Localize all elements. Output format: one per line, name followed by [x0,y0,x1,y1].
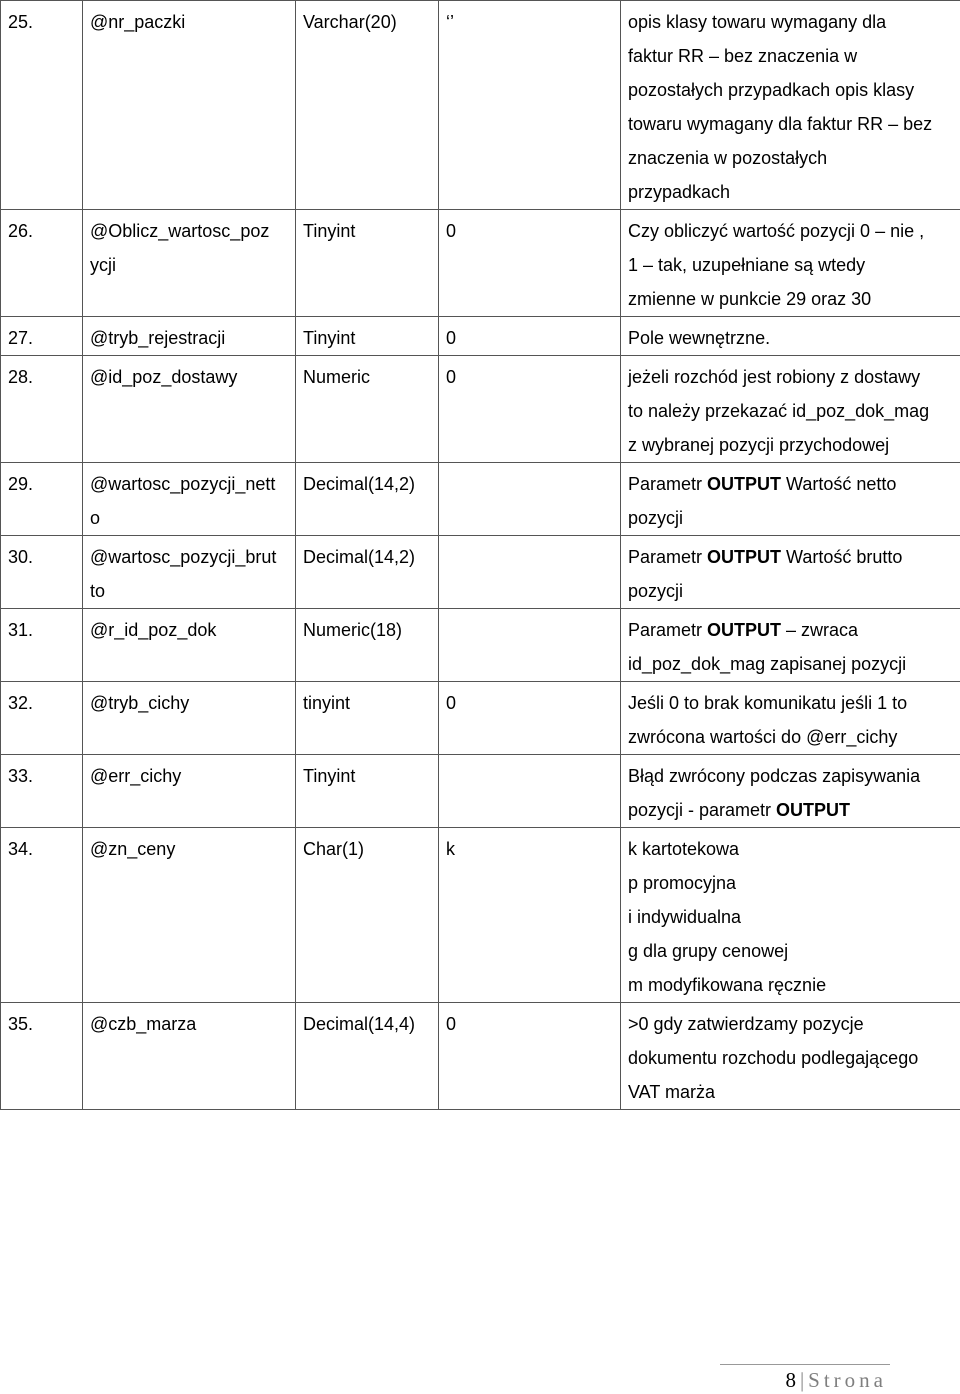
param-name-text: @nr_paczki [90,12,186,32]
description-text: >0 gdy zatwierdzamy pozycje dokumentu rozchodu podlegającego VAT marża [628,1014,919,1102]
table-row [1,828,960,1003]
param-default-text: 0 [446,693,457,713]
table-row [1,682,960,755]
param-name [83,682,296,755]
table-row [1,317,960,356]
param-type-text: Decimal(14,2) [303,474,416,494]
param-name [83,609,296,682]
param-type [296,356,439,463]
param-description [621,463,960,536]
param-type [296,828,439,1003]
param-default-text: 0 [446,221,457,241]
param-default-text: 0 [446,328,457,348]
table-row [1,609,960,682]
param-default-text: 0 [446,367,457,387]
param-type [296,609,439,682]
row-number [1,536,83,609]
param-type [296,210,439,317]
param-type-text: Tinyint [303,328,356,348]
param-name-text: @id_poz_dostawy [90,367,238,387]
param-type [296,1,439,210]
param-type-text: Tinyint [303,766,356,786]
page-word: Strona [808,1368,887,1392]
param-default [439,682,621,755]
row-number [1,828,83,1003]
param-description [621,609,960,682]
param-description [621,1,960,210]
parameters-table-body [1,1,960,1110]
param-type-text: Decimal(14,4) [303,1014,416,1034]
param-description [621,1003,960,1110]
description-text: Parametr [628,474,708,494]
param-default [439,828,621,1003]
description-text: opis klasy towaru wymagany dla faktur RR – bez znaczenia w pozostałych przypadkach opis klasy towaru wymagany dla faktur RR – bez znaczenia w pozostałych przypadkach [628,12,933,202]
row-number-text: 31. [8,620,34,640]
table-row [1,536,960,609]
param-name [83,536,296,609]
description-text: jeżeli rozchód jest robiony z dostawy to należy przekazać id_poz_dok_mag z wybranej pozycji przychodowej [628,367,930,455]
table-row [1,1003,960,1110]
param-name-text: @r_id_poz_dok [90,620,217,640]
table-row [1,210,960,317]
param-description [621,210,960,317]
row-number-text: 33. [8,766,34,786]
row-number-text: 27. [8,328,34,348]
param-type [296,463,439,536]
description-keyword: OUTPUT [707,620,782,640]
param-default [439,210,621,317]
description-keyword: OUTPUT [707,474,782,494]
param-name [83,317,296,356]
description-text: Pole wewnętrzne. [628,328,771,348]
param-default-text: 0 [446,1014,457,1034]
page-number: 8 [785,1368,796,1392]
row-number-text: 35. [8,1014,34,1034]
param-type-text: Numeric(18) [303,620,403,640]
param-type [296,317,439,356]
param-name [83,828,296,1003]
row-number [1,463,83,536]
description-text: Błąd zwrócony podczas zapisywania pozycji - parametr [628,766,921,820]
row-number [1,356,83,463]
param-name-text: @err_cichy [90,766,182,786]
param-default-text: k [446,839,455,859]
param-default-text: ‘’ [446,12,454,32]
param-description [621,356,960,463]
param-name-text: @wartosc_pozycji_brut to [90,547,277,601]
row-number [1,1003,83,1110]
param-type-text: Numeric [303,367,371,387]
param-name-text: @zn_ceny [90,839,176,859]
param-name [83,1003,296,1110]
row-number-text: 28. [8,367,34,387]
description-text: Parametr [628,620,708,640]
row-number [1,317,83,356]
param-default [439,755,621,828]
param-type [296,1003,439,1110]
param-default [439,536,621,609]
param-description [621,317,960,356]
row-number-text: 26. [8,221,34,241]
footer-separator: | [799,1368,805,1392]
row-number-text: 34. [8,839,34,859]
row-number [1,682,83,755]
param-name [83,1,296,210]
description-text: Parametr [628,547,708,567]
param-type [296,536,439,609]
param-name-text: @Oblicz_wartosc_poz ycji [90,221,270,275]
table-row [1,463,960,536]
table-row [1,1,960,210]
param-type-text: tinyint [303,693,351,713]
description-text: – zwraca id_poz_dok_mag zapisanej pozycji [628,620,907,674]
description-text: Wartość brutto pozycji [628,547,903,601]
table-row [1,755,960,828]
row-number [1,1,83,210]
param-description [621,682,960,755]
param-name-text: @tryb_cichy [90,693,190,713]
param-type-text: Tinyint [303,221,356,241]
param-name [83,210,296,317]
param-description [621,828,960,1003]
param-default [439,1003,621,1110]
param-name [83,463,296,536]
param-name [83,755,296,828]
row-number [1,210,83,317]
param-type-text: Varchar(20) [303,12,397,32]
table-row [1,356,960,463]
description-text: k kartotekowa p promocyjna i indywidualna g dla grupy cenowej m modyfikowana ręcznie [628,839,827,995]
param-description [621,536,960,609]
param-type-text: Char(1) [303,839,365,859]
param-name [83,356,296,463]
param-type [296,682,439,755]
description-text: Czy obliczyć wartość pozycji 0 – nie , 1 – tak, uzupełniane są wtedy zmienne w punkcie 29 oraz 30 [628,221,925,309]
row-number-text: 32. [8,693,34,713]
param-default [439,1,621,210]
row-number-text: 29. [8,474,34,494]
param-type [296,755,439,828]
param-name-text: @czb_marza [90,1014,197,1034]
param-name-text: @wartosc_pozycji_nett o [90,474,276,528]
param-default [439,463,621,536]
page-footer [785,1368,887,1393]
row-number-text: 25. [8,12,34,32]
param-description [621,755,960,828]
param-default [439,356,621,463]
row-number [1,609,83,682]
row-number [1,755,83,828]
description-keyword: OUTPUT [776,800,851,820]
description-text: Wartość netto pozycji [628,474,897,528]
footer-divider [720,1364,890,1365]
param-name-text: @tryb_rejestracji [90,328,226,348]
param-default [439,609,621,682]
row-number-text: 30. [8,547,34,567]
param-default [439,317,621,356]
description-keyword: OUTPUT [707,547,782,567]
param-type-text: Decimal(14,2) [303,547,416,567]
description-text: Jeśli 0 to brak komunikatu jeśli 1 to zwrócona wartości do @err_cichy [628,693,908,747]
